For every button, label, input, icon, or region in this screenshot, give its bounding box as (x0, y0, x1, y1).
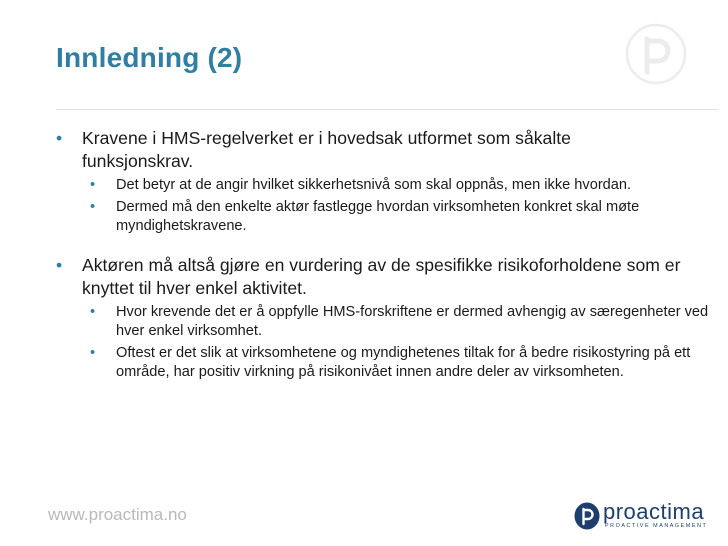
logo-wordmark: proactima (603, 499, 705, 524)
bullet-list (56, 127, 709, 382)
sub-bullet-marker: • (90, 345, 96, 361)
proactima-watermark-icon (624, 22, 688, 86)
logo-tagline: PROACTIVE MANAGEMENT (605, 523, 708, 529)
bullet-1 (56, 127, 682, 173)
bullet-1-sub-2-text: Dermed må den enkelte aktør fastlegge hvordan virksomheten konkret skal møte myndighetskravene. (116, 199, 640, 234)
bullet-1-sub-2 (56, 198, 716, 236)
bullet-2-sub-1 (56, 303, 716, 341)
slide-title: Innledning (2) (56, 42, 243, 73)
bullet-2-sub-2-text: Oftest er det slik at virksomhetene og myndighetenes tiltak for å bedre risikostyring på ett område, har positiv virkning på risikonivået innen andre deler av virksomheten. (116, 345, 691, 380)
bullet-2-sub-1-text: Hvor krevende det er å oppfylle HMS-forskriftene er dermed avhengig av særegenheter ved hver enkel virksomhet. (116, 304, 709, 339)
title-divider (56, 109, 718, 110)
bullet-2-text: Aktøren må altså gjøre en vurdering av de spesifikke risikoforholdene som er knyttet til hver enkel aktivitet. (82, 255, 681, 298)
sub-bullet-marker: • (90, 177, 96, 193)
proactima-logo (574, 499, 720, 532)
bullet-1-sub-1 (56, 176, 716, 195)
bullet-2-sub-2 (56, 344, 716, 382)
proactima-logo-icon (574, 502, 600, 530)
bullet-marker: • (56, 255, 63, 275)
bullet-1-sub-1-text: Det betyr at de angir hvilket sikkerhetsnivå som skal oppnås, men ikke hvordan. (116, 177, 632, 193)
footer-url[interactable]: www.proactima.no (48, 505, 187, 524)
bullet-1-text: Kravene i HMS-regelverket er i hovedsak utformet som såkalte funksjonskrav. (82, 128, 571, 171)
sub-bullet-marker: • (90, 304, 96, 320)
bullet-marker: • (56, 128, 63, 148)
bullet-2 (56, 254, 682, 300)
sub-bullet-marker: • (90, 199, 96, 215)
